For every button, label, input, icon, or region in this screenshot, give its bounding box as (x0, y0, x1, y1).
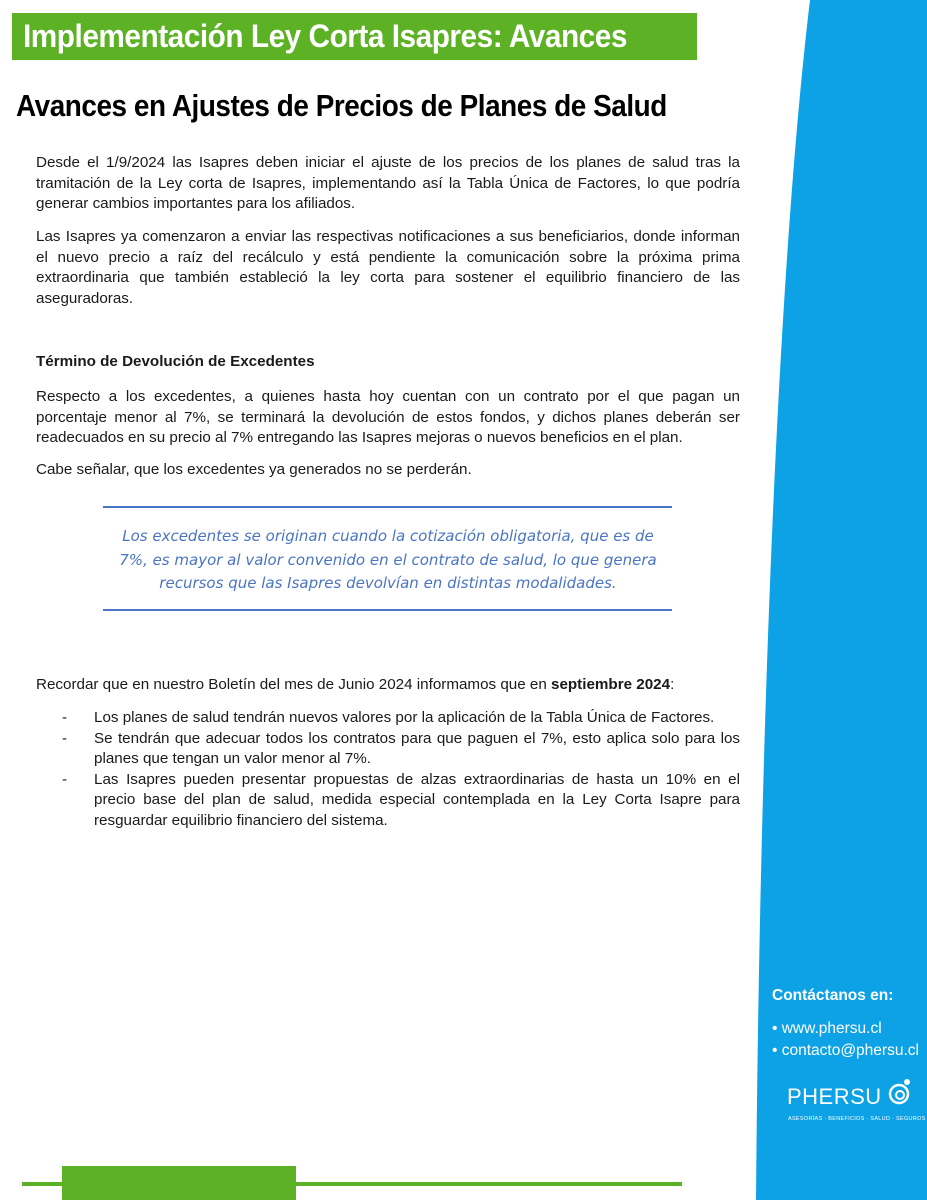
quote-bottom-divider (103, 609, 672, 611)
reminder-intro (36, 675, 740, 696)
reminder-list (36, 708, 740, 831)
list-item (36, 729, 740, 770)
list-dash: - (62, 770, 68, 788)
list-item (36, 708, 740, 729)
contact-website[interactable]: • www.phersu.cl (772, 1020, 882, 1037)
section-title: Avances en Ajustes de Precios de Planes de Salud (16, 88, 667, 123)
logo-swirl-icon (887, 1078, 913, 1106)
intro-paragraph-2: Las Isapres ya comenzaron a enviar las respectivas notificaciones a sus beneficiarios, donde informan el nuevo precio a raíz del recálculo y está pendiente la comunicación sobre la próxima prima extraordinaria que también estableció la ley corta para sostener el equilibrio financiero de las aseguradoras. (36, 228, 740, 307)
list-item-text: Los planes de salud tendrán nuevos valores por la aplicación de la Tabla Única de Factores. (94, 709, 715, 726)
reminder-text: Recordar que en nuestro Boletín del mes de Junio 2024 informamos que en (36, 676, 552, 693)
reminder-colon: : (670, 676, 675, 693)
logo-tagline: ASESORÍAS · BENEFICIOS · SALUD · SEGUROS (788, 1116, 926, 1122)
list-item-text: Se tendrán que adecuar todos los contratos para que paguen el 7%, esto aplica solo para los planes que tengan un valor menor al 7%. (94, 729, 740, 767)
phersu-logo (787, 1084, 926, 1122)
excedentes-quote: Los excedentes se originan cuando la cotización obligatoria, que es de 7%, es mayor al valor convenido en el contrato de salud, lo que genera recursos que las Isapres devolvían en distintas modalidades. (119, 527, 657, 592)
intro-paragraph-1: Desde el 1/9/2024 las Isapres deben iniciar el ajuste de los precios de los planes de salud tras la tramitación de la Ley corta de Isapres, implementando así la Tabla Única de Factores, lo que podría generar cambios importantes para los afiliados. (36, 154, 740, 212)
footer-green-block (62, 1166, 296, 1200)
excedentes-paragraph-2: Cabe señalar, que los excedentes ya generados no se perderán. (36, 461, 472, 478)
list-item (36, 770, 740, 832)
contact-email[interactable]: • contacto@phersu.cl (772, 1042, 919, 1059)
list-item-text: Las Isapres pueden presentar propuestas de alzas extraordinarias de hasta un 10% en el precio base del plan de salud, medida especial contemplada en la Ley Corta Isapre para resguardar equilibrio financiero del sistema. (94, 770, 740, 829)
list-dash: - (62, 729, 68, 747)
excedentes-subtitle: Término de Devolución de Excedentes (36, 353, 315, 370)
quote-top-divider (103, 506, 672, 508)
reminder-date: septiembre 2024 (551, 676, 671, 693)
list-dash: - (62, 709, 68, 726)
title-banner (12, 13, 697, 60)
contact-title: Contáctanos en: (772, 987, 894, 1004)
banner-title: Implementación Ley Corta Isapres: Avances (23, 18, 627, 54)
logo-text: PHERSU (787, 1084, 882, 1109)
excedentes-paragraph-1: Respecto a los excedentes, a quienes hasta hoy cuentan con un contrato por el que pagan un porcentaje menor al 7%, se terminará la devolución de estos fondos, y dichos planes deberán ser readecuados en su precio al 7% entregando las Isapres mejoras o nuevos beneficios en el plan. (36, 388, 740, 446)
